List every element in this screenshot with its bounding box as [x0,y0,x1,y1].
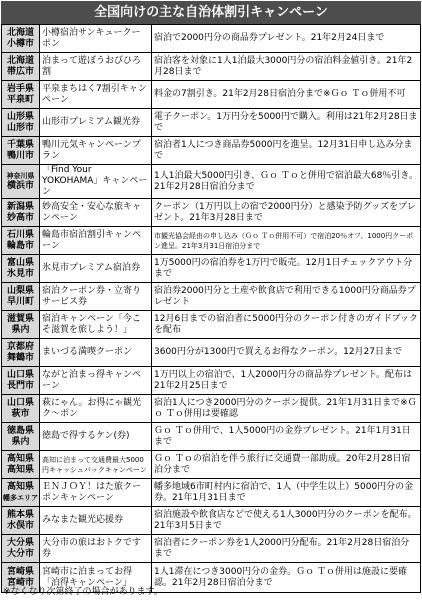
city-label: 小樽市 [6,38,34,49]
campaign-description: 宿泊で2000円分の商品券プレゼント。21年2月24日まで [152,25,421,53]
area-cell [2,109,40,137]
city-label: 山形市 [6,122,34,133]
campaign-description: 1人1滞在につき3000円分の金券。Ｇｏ Ｔｏ併用は施設に要確認。21年2月28日宿泊分まで [152,563,421,593]
campaign-description: 12月6日までの宿泊者に5000円分のクーポン付きのガイドブックを配布 [152,311,421,339]
table-row [2,81,421,109]
campaign-name: 山形市プレミアム観光券 [40,109,152,137]
campaign-name: 妙高安全・安心な旅キャンペーン [40,199,152,227]
city-label: 県内 [11,436,30,447]
footnote: ※なくなり次第終了の場合があります。 [3,587,163,597]
prefecture-label: 岩手県 [6,83,34,94]
city-label: 鴨川市 [6,150,34,161]
campaign-description: 宿泊者1人につき商品券5000円を進呈。12月31日申し込み分まで [152,137,421,165]
prefecture-label: 滋賀県 [6,313,34,324]
city-label: 大分市 [6,548,34,559]
prefecture-label: 富山県 [6,257,34,268]
prefecture-label: 山口県 [6,397,34,408]
campaign-name: 宿泊キャンペーン「今こそ滋賀を旅しよう！」 [40,311,152,339]
campaign-name: 高知に泊まって交通費最大5000円キャッシュバックキャンペーン [40,451,152,479]
city-label: 妙高市 [6,212,34,223]
campaign-name: 小樽宿泊サンキュークーポン [40,25,152,53]
prefecture-label: 大分県 [6,537,34,548]
prefecture-label: 北海道 [6,55,34,66]
campaign-name: 平泉まちはく7割引キャンペーン [40,81,152,109]
campaign-name: ながと泊まっ得キャンペーン [40,367,152,395]
table-row [2,367,421,395]
campaign-table [1,24,421,593]
area-cell [2,227,40,255]
table-row [2,255,421,283]
prefecture-label: 北海道 [6,27,34,38]
campaign-description: 電子クーポン。1万円分を5000円で購入。利用は21年2月28日まで [152,109,421,137]
campaign-description: 宿泊施設や飲食店などで使える1人3000円分のクーポンを配布。21年3月5日まで [152,507,421,535]
area-cell [2,395,40,423]
campaign-name: 鴨川元気キャンペーンプラン [40,137,152,165]
table-row [2,283,421,311]
campaign-description: クーポン（1万円以上の宿で2000円分）と感染予防グッズをプレゼント。21年3月28日まで [152,199,421,227]
area-cell [2,165,40,199]
city-label: 輪島市 [6,240,34,251]
city-label: 長門市 [6,380,34,391]
area-cell [2,199,40,227]
campaign-name: ＥＮＪＯＹ！はた旅クーポンキャンペーン [40,479,152,507]
table-row [2,535,421,563]
campaign-description: 1万円以上の宿泊で、1人2000円分の商品券プレゼント。配布は21年2月25日まで [152,367,421,395]
campaign-description: 市観光協会経由の申し込み（Ｇｏ Ｔｏ併用不可）で宿泊20％オフ、1000円クーポン進呈。21年3月31日宿泊分まで [152,227,421,255]
prefecture-label: 高知県 [6,482,34,492]
area-cell [2,479,40,507]
page-title: 全国向けの主な自治体割引キャンペーン [1,1,421,24]
city-label: 高知県 [6,464,34,475]
prefecture-label: 山口県 [6,369,34,380]
table-row [2,137,421,165]
area-cell [2,423,40,451]
table-row [2,53,421,81]
campaign-name: 宿泊クーポン券・立寄りサービス券 [40,283,152,311]
campaign-description: 1万5000円の宿泊券を1万円で販売。12月1日チェックアウト分まで [152,255,421,283]
table-row [2,395,421,423]
campaign-name: 大分市の旅はおトクです券 [40,535,152,563]
area-cell [2,535,40,563]
prefecture-label: 宮崎県 [6,566,34,577]
prefecture-label: 石川県 [6,229,34,240]
campaign-name: 泊まって遊ぼうおびひろ割 [40,53,152,81]
city-label: 氷見市 [6,268,34,279]
table-row [2,451,421,479]
area-cell [2,53,40,81]
area-cell [2,137,40,165]
campaign-name: 輪島市宿泊割引キャンペーン [40,227,152,255]
city-label: 水俣市 [6,520,34,531]
table-row [2,479,421,507]
campaign-description: 宿泊1人につき2000円分のクーポン提供。21年1月31日まで※Ｇｏ Ｔｏ併用は要確認 [152,395,421,423]
area-cell [2,81,40,109]
area-cell [2,25,40,53]
area-cell [2,255,40,283]
prefecture-label: 熊本県 [6,509,34,520]
prefecture-label: 徳島県 [6,425,34,436]
table-row [2,311,421,339]
prefecture-label: 千葉県 [6,139,34,150]
campaign-name: まいづる満喫クーポン [40,339,152,367]
table-row [2,199,421,227]
table-row [2,339,421,367]
area-cell [2,367,40,395]
campaign-name: 萩にゃん。お得にゃ観光ク～ポン [40,395,152,423]
prefecture-label: 高知県 [6,453,34,464]
city-label: 平泉町 [6,94,34,105]
campaign-description: Ｇｏ Ｔｏ併用で、1人5000円の金券プレゼント。21年1月31日まで [152,423,421,451]
table-row [2,109,421,137]
table-row [2,507,421,535]
table-row [2,423,421,451]
campaign-description: 幡多地域6市町村内に宿泊で、1人（中学生以上）5000円分の金券。21年1月31日まで [152,479,421,507]
city-label: 横浜市 [6,181,34,191]
city-label: 舞鶴市 [6,352,34,363]
city-label: 宮崎市 [6,577,34,588]
prefecture-label: 新潟県 [6,201,34,212]
area-cell [2,283,40,311]
city-label: 早川町 [6,296,34,307]
campaign-description: 宿泊券2000円分と土産や飲食店で利用できる1000円分商品券プレゼント [152,283,421,311]
campaign-description: 料金の7割引き。21年2月28日宿泊分まで※Ｇｏ Ｔｏ併用不可 [152,81,421,109]
campaign-description: 宿泊客を対象に1人1泊最大3000円分の宿泊料金値引き。21年2月28日まで [152,53,421,81]
prefecture-label: 京都府 [6,341,34,352]
campaign-description: 宿泊者にクーポン券を1人2000円分配布。21年2月28日宿泊分まで [152,535,421,563]
campaign-name: 氷見市プレミアム宿泊券 [40,255,152,283]
table-row [2,165,421,199]
city-label: 県内 [11,324,30,335]
campaign-description: 1人1泊最大5000円引き、Ｇｏ Ｔｏと併用で宿泊最大68％引き。21年2月28日宿泊分まで [152,165,421,199]
table-row [2,25,421,53]
campaign-description: Ｇｏ Ｔｏの宿泊を伴う旅行に交通費一部助成。20年2月28日宿泊分まで [152,451,421,479]
campaign-name: みなまた観光応援券 [40,507,152,535]
campaign-description: 3600円分が1300円で買えるお得なクーポン。12月27日まで [152,339,421,367]
city-label: 萩市 [11,408,30,419]
campaign-name: 徳島で得するケン(券) [40,423,152,451]
prefecture-label: 山梨県 [6,285,34,296]
prefecture-label: 山形県 [6,111,34,122]
city-label: 幡多エリア [3,494,38,502]
area-cell [2,451,40,479]
area-cell [2,507,40,535]
campaign-name: 「Find Your YOKOHAMA」キャンペーン [40,165,152,199]
city-label: 帯広市 [6,66,34,77]
table-row [2,227,421,255]
prefecture-label: 神奈川県 [6,172,35,180]
area-cell [2,311,40,339]
campaign-name: 宮崎市に泊まってお得「泊得キャンペーン」 [40,563,152,593]
area-cell [2,339,40,367]
